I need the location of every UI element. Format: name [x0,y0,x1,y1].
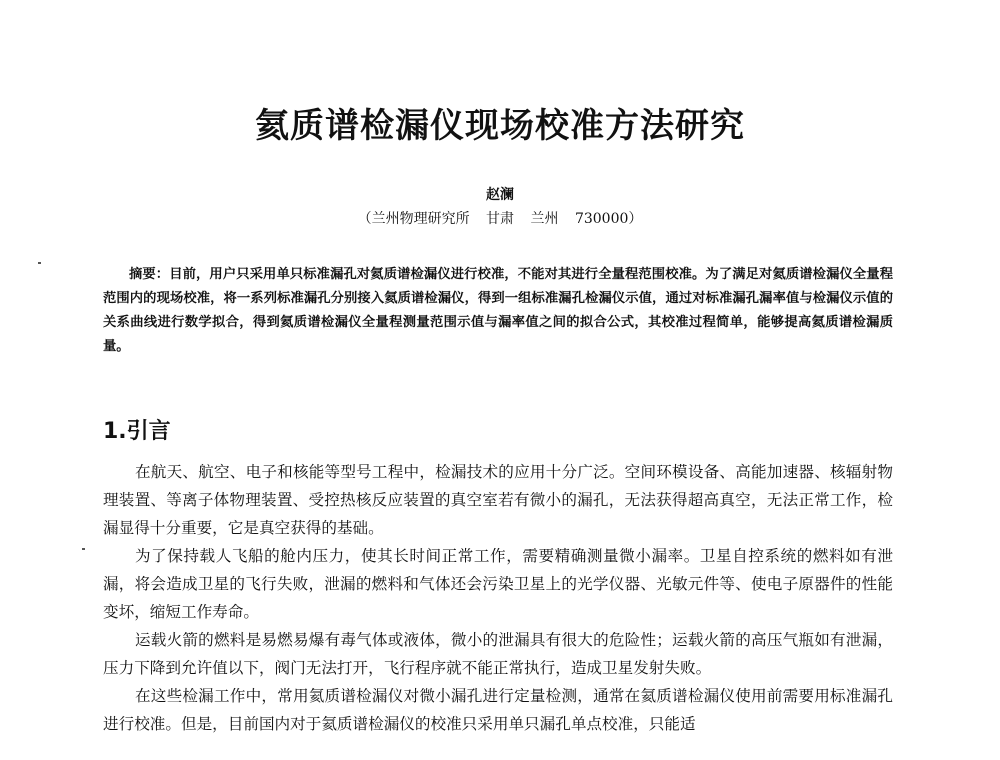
paper-title: 氦质谱检漏仪现场校准方法研究 [255,106,745,146]
abstract-text: 目前，用户只采用单只标准漏孔对氦质谱检漏仪进行校准，不能对其进行全量程范围校准。为了满足对氦质谱检漏仪全量程范围内的现场校准，将一系列标准漏孔分别接入氦质谱检漏仪，得到一组标准漏孔检漏仪示值，通过对标准漏孔漏率值与检漏仪示值的关系曲线进行数学拟合，得到氦质谱检漏仪全量程测量范围示值与漏率值之间的拟合公式，其校准过程简单，能够提高氦质谱检漏质量。 [103,267,894,354]
body-text [103,458,893,738]
affiliation-institute: （兰州物理研究所 [357,211,470,227]
author-affiliation [0,208,1000,228]
paragraph: 为了保持载人飞船的舱内压力，使其长时间正常工作，需要精确测量微小漏率。卫星自控系统的燃料如有泄漏，将会造成卫星的飞行失败，泄漏的燃料和气体还会污染卫星上的光学仪器、光敏元件等、使电子原器件的性能变坏，缩短工作寿命。 [103,547,893,621]
section-heading: 1.引言 [103,419,171,444]
abstract-label: 摘要： [129,267,170,282]
paragraph: 在航天、航空、电子和核能等型号工程中，检漏技术的应用十分广泛。空间环模设备、高能加速器、核辐射物理装置、等离子体物理装置、受控热核反应装置的真空室若有微小的漏孔，无法获得超高真空，无法正常工作，检漏显得十分重要，它是真空获得的基础。 [103,463,893,537]
affiliation-postcode: 730000） [574,211,643,227]
affiliation-province: 甘肃 [486,211,515,227]
author-name: 赵澜 [486,187,514,203]
abstract [103,263,893,359]
affiliation-city: 兰州 [530,211,559,227]
scan-speck [82,548,85,550]
paragraph: 在这些检漏工作中，常用氦质谱检漏仪对微小漏孔进行定量检测，通常在氦质谱检漏仪使用前需要用标准漏孔进行校准。但是，目前国内对于氦质谱检漏仪的校准只采用单只漏孔单点校准，只能适 [103,687,893,733]
paragraph: 运载火箭的燃料是易燃易爆有毒气体或液体，微小的泄漏具有很大的危险性；运载火箭的高压气瓶如有泄漏，压力下降到允许值以下，阀门无法打开，飞行程序就不能正常执行，造成卫星发射失败。 [103,631,893,677]
scan-speck [38,262,41,264]
